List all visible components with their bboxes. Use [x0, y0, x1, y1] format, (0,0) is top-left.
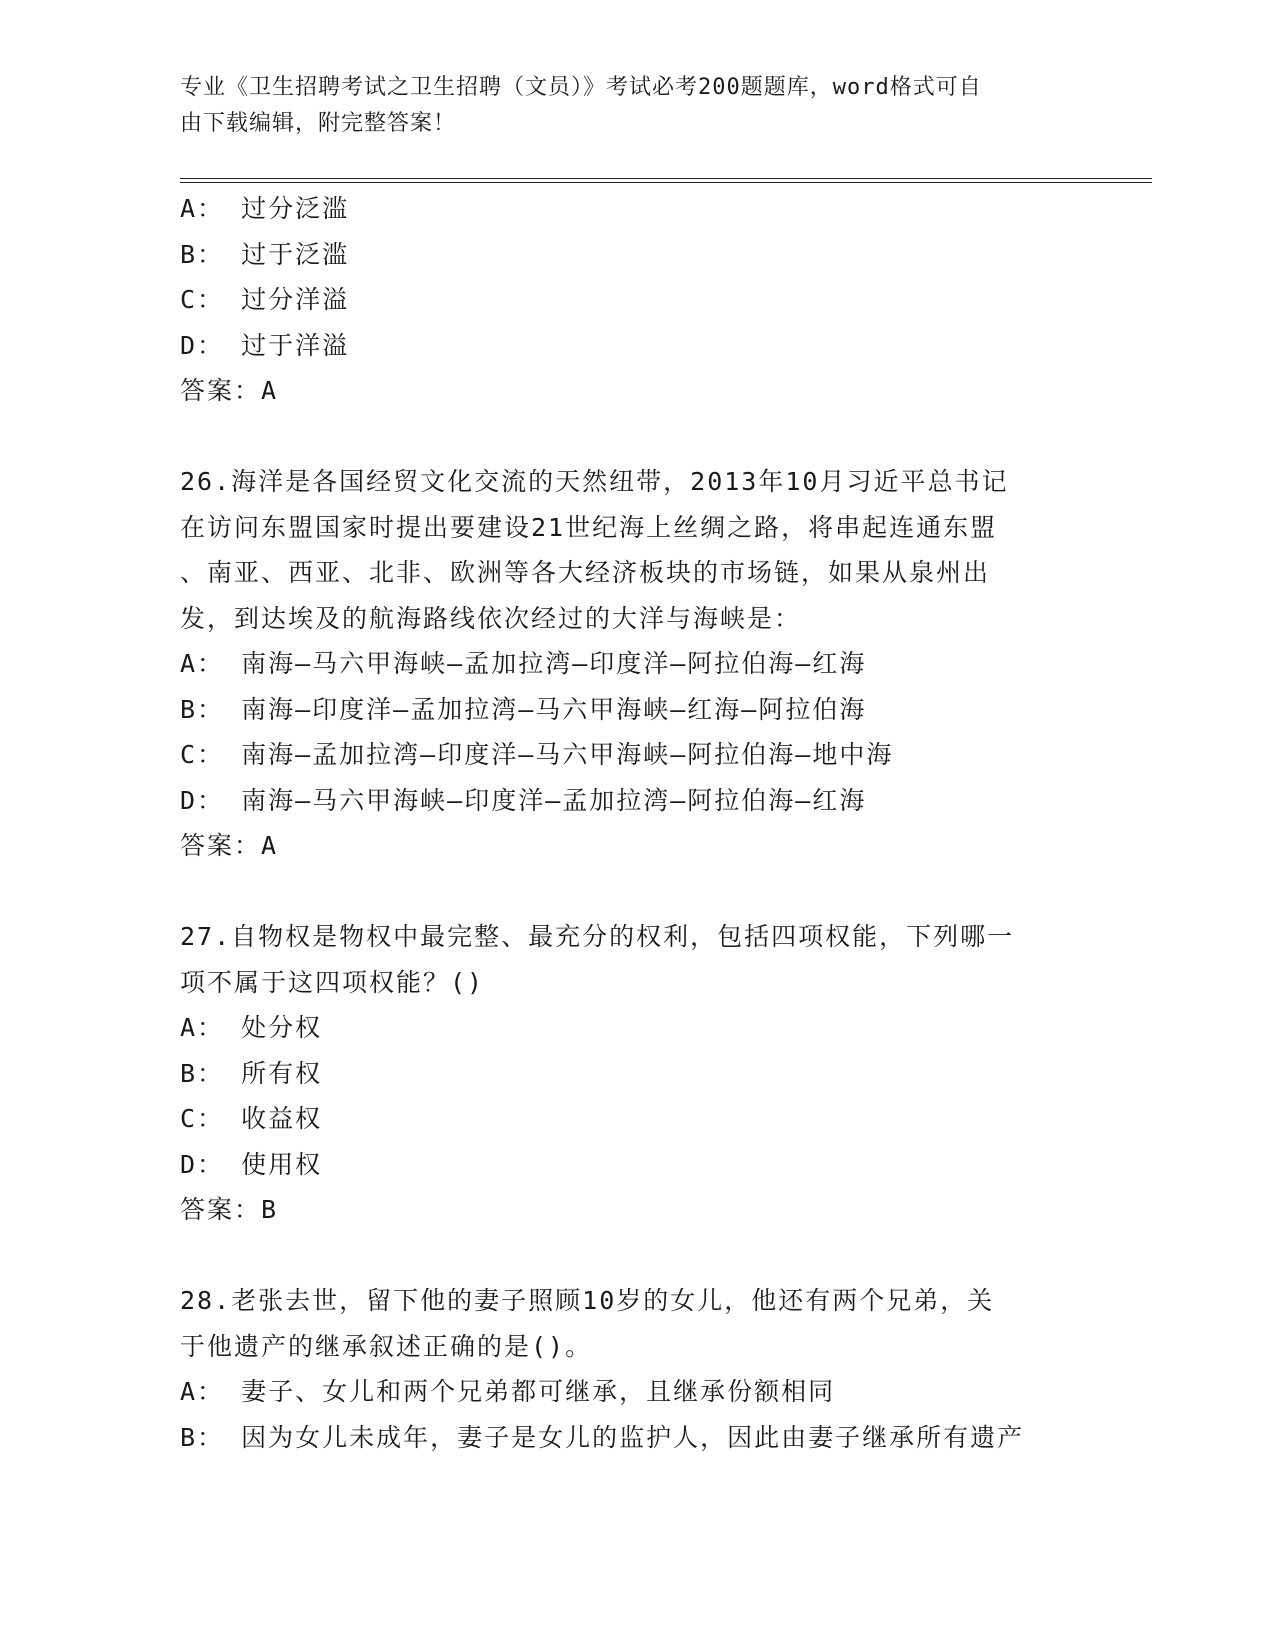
- option-a: A： 过分泛滥: [180, 194, 350, 223]
- option-a: A： 妻子、女儿和两个兄弟都可继承，且继承份额相同: [180, 1377, 836, 1406]
- option-c: C： 南海—孟加拉湾—印度洋—马六甲海峡—阿拉伯海—地中海: [180, 740, 894, 769]
- option-c: C： 过分洋溢: [180, 285, 350, 314]
- question-stem-line: 28.老张去世，留下他的妻子照顾10岁的女儿，他还有两个兄弟，关: [180, 1286, 995, 1315]
- question-stem-line: 27.自物权是物权中最完整、最充分的权利，包括四项权能，下列哪一: [180, 922, 1015, 951]
- option-d: D： 过于洋溢: [180, 330, 350, 360]
- option-c: C： 收益权: [180, 1104, 323, 1133]
- header-divider: [180, 178, 1152, 183]
- question-stem-line: 在访问东盟国家时提出要建设21世纪海上丝绸之路，将串起连通东盟: [180, 512, 998, 542]
- question-stem-line: 于他遗产的继承叙述正确的是()。: [180, 1331, 593, 1361]
- option-d: D： 使用权: [180, 1149, 323, 1179]
- option-b: B： 过于泛滥: [180, 239, 350, 269]
- header-line-1: 专业《卫生招聘考试之卫生招聘（文员）》考试必考200题题库，word格式可自: [180, 75, 982, 100]
- spacer: [180, 414, 1080, 460]
- question-stem-line: 26.海洋是各国经贸文化交流的天然纽带，2013年10月习近平总书记: [180, 467, 1009, 496]
- spacer: [180, 1233, 1080, 1279]
- question-stem-line: 项不属于这四项权能？(): [180, 967, 485, 997]
- question-27: [180, 914, 1080, 1233]
- spacer: [180, 869, 1080, 915]
- option-b: B： 因为女儿未成年，妻子是女儿的监护人，因此由妻子继承所有遗产: [180, 1422, 1025, 1452]
- question-25: [180, 186, 1080, 414]
- document-header: [180, 70, 1070, 142]
- option-d: D： 南海—马六甲海峡—印度洋—孟加拉湾—阿拉伯海—红海: [180, 785, 867, 815]
- question-26: [180, 459, 1080, 869]
- option-a: A： 南海—马六甲海峡—孟加拉湾—印度洋—阿拉伯海—红海: [180, 649, 867, 678]
- option-b: B： 南海—印度洋—孟加拉湾—马六甲海峡—红海—阿拉伯海: [180, 694, 867, 724]
- question-list: [180, 186, 1080, 1460]
- option-a: A： 处分权: [180, 1013, 323, 1042]
- header-line-2: 由下载编辑，附完整答案！: [180, 111, 457, 136]
- question-28: [180, 1278, 1080, 1460]
- option-b: B： 所有权: [180, 1058, 323, 1088]
- answer-line: 答案：B: [180, 1195, 279, 1224]
- question-stem-line: 、南亚、西亚、北非、欧洲等各大经济板块的市场链，如果从泉州出: [180, 558, 991, 587]
- answer-line: 答案：A: [180, 376, 279, 405]
- question-stem-line: 发，到达埃及的航海路线依次经过的大洋与海峡是：: [180, 603, 802, 633]
- answer-line: 答案：A: [180, 831, 279, 860]
